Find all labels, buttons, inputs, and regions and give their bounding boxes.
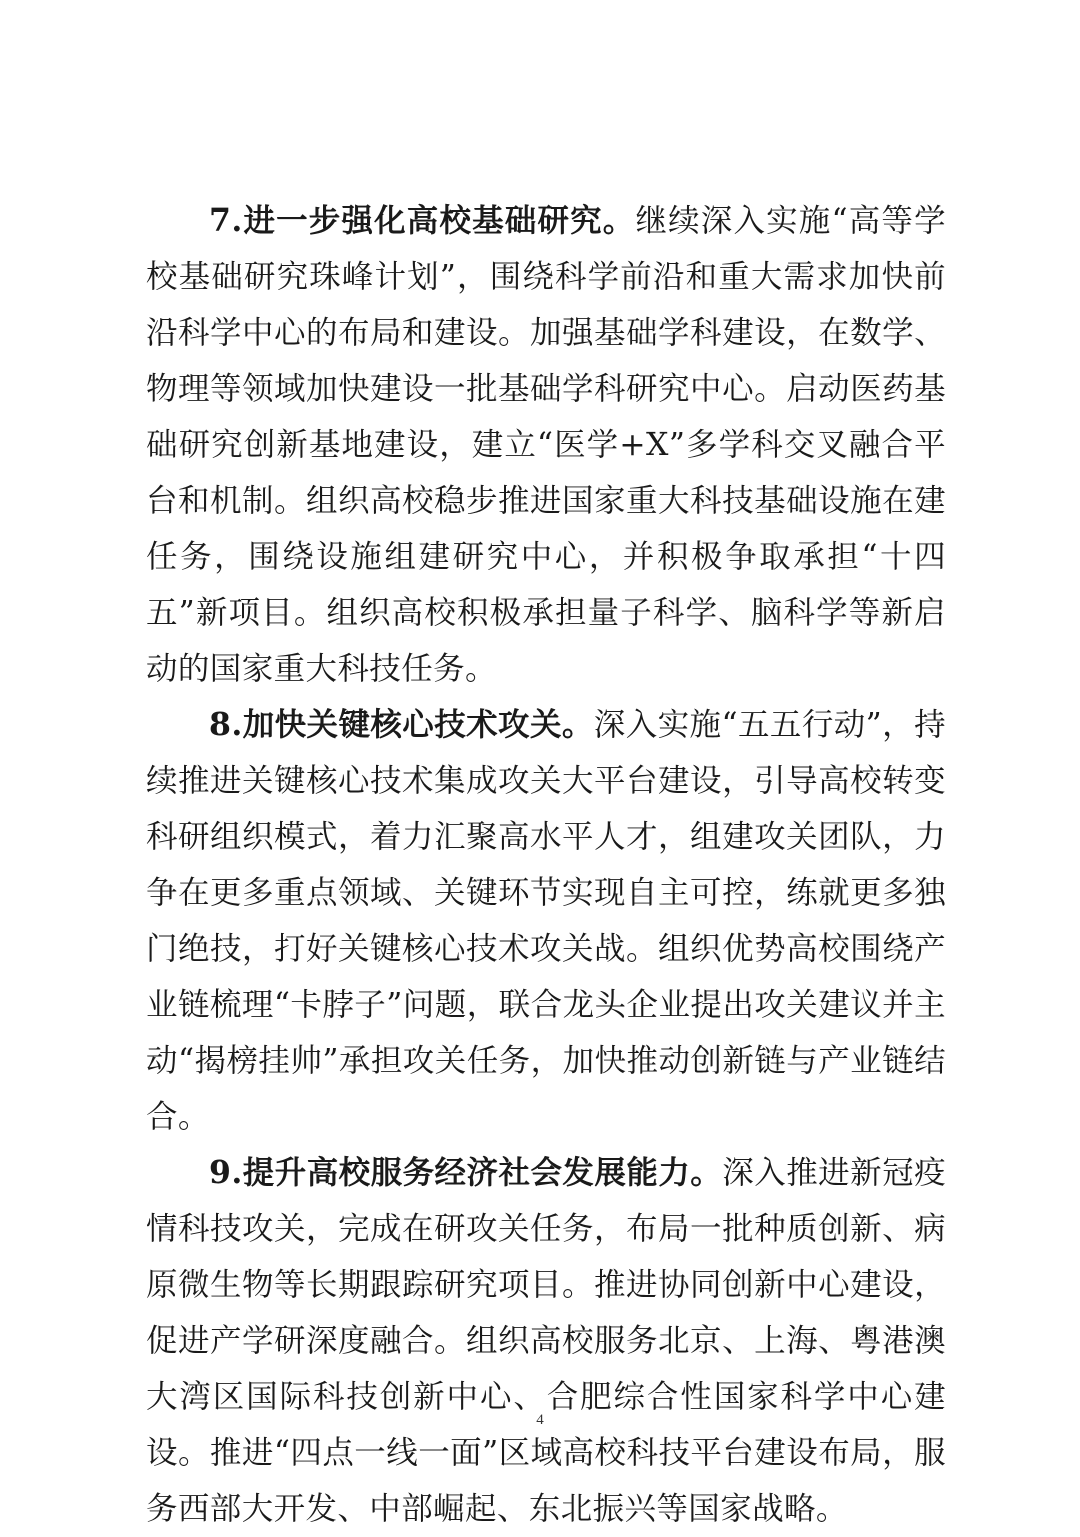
paragraph-item-8 bbox=[146, 697, 946, 1145]
page-number: 4 bbox=[536, 1412, 544, 1428]
paragraph-heading: 7.进一步强化高校基础研究。 bbox=[209, 202, 636, 239]
paragraph-item-7 bbox=[146, 193, 946, 697]
paragraph-heading: 8.加快关键核心技术攻关。 bbox=[209, 706, 594, 743]
document-body bbox=[146, 193, 946, 1537]
paragraph-text: 深入实施“五五行动”，持续推进关键核心技术集成攻关大平台建设，引导高校转变科研组织模式，着力汇聚高水平人才，组建攻关团队，力争在更多重点领域、关键环节实现自主可控，练就更多独门绝技，打好关键核心技术攻关战。组织优势高校围绕产业链梳理“卡脖子”问题，联合龙头企业提出攻关建议并主动“揭榜挂帅”承担攻关任务，加快推动创新链与产业链结合。 bbox=[146, 707, 946, 1135]
paragraph-text: 继续深入实施“高等学校基础研究珠峰计划”，围绕科学前沿和重大需求加快前沿科学中心的布局和建设。加强基础学科建设，在数学、物理等领域加快建设一批基础学科研究中心。启动医药基础研究创新基地建设，建立“医学+X”多学科交叉融合平台和机制。组织高校稳步推进国家重大科技基础设施在建任务，围绕设施组建研究中心，并积极争取承担“十四五”新项目。组织高校积极承担量子科学、脑科学等新启动的国家重大科技任务。 bbox=[146, 203, 946, 687]
paragraph-heading: 9.提升高校服务经济社会发展能力。 bbox=[209, 1154, 723, 1191]
paragraph-item-9 bbox=[146, 1145, 946, 1537]
paragraph-text: 深入推进新冠疫情科技攻关，完成在研攻关任务，布局一批种质创新、病原微生物等长期跟踪研究项目。推进协同创新中心建设，促进产学研深度融合。组织高校服务北京、上海、粤港澳大湾区国际科技创新中心、合肥综合性国家科学中心建设。推进“四点一线一面”区域高校科技平台建设布局，服务西部大开发、中部崛起、东北振兴等国家战略。 bbox=[146, 1155, 946, 1527]
